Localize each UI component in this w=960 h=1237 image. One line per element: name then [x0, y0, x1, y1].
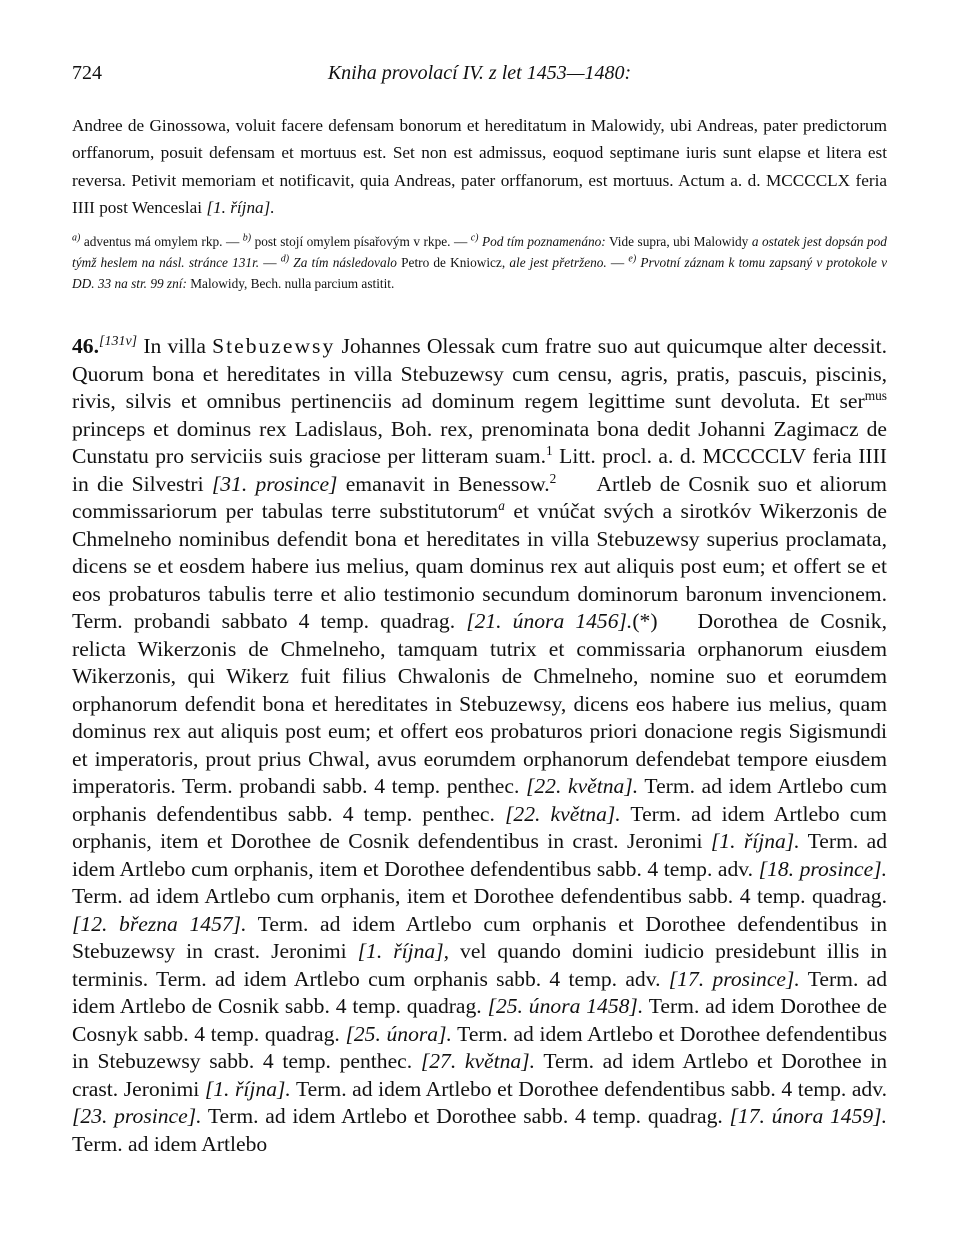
- entry-text: Litt. procl. a. d. MCCCCLV feria IIII in die Silvestri: [72, 444, 887, 496]
- date-note: [27. května].: [420, 1049, 536, 1073]
- entry-text: (*): [632, 609, 658, 633]
- footnote-ref: 1: [546, 442, 553, 458]
- note-b-mark: b): [242, 232, 252, 244]
- entry-text: Term. ad idem Artlebo et Dorothee defendentibus in Stebuzewsy sabb. 4 temp. penthec.: [72, 1021, 887, 1073]
- note-e-text: Prvotní záznam k tomu zapsaný v protokole v DD. 33 na str. 99 zní:: [72, 255, 888, 291]
- entry-text: Term. ad idem Artlebo et Dorothee sabb. 4 temp. quadrag.: [207, 1104, 723, 1128]
- footnotes: $^{a)}$ adventus má omylem rkp. — $^{b)}$ post stojí omylem písařovým v rkpe. — $^{c)}$ Pod tím poznamenáno: Vide supra, ubi Malowidy a ostatek jest dopsán pod týmž heslem na násl. stránce 131r. — $^{d)}$ Za tím následovalo Petro de Kniowicz, ale jest přetrženo. — $^{e)}$ Prvotní záznam k tomu zapsaný v protokole v DD. 33 na str. 99 zní: Malowidy, Bech. nulla parcium astitit.: [72, 232, 888, 291]
- entry-text: Dorothea de Cosnik, relicta Wikerzonis de Chmelneho, tamquam tutrix et commissaria orphanorum eiusdem Wikerzonis, qui Wikerz fuit filius Chwalonis de Chmelneho, nomine suo et eorumdem orphanorum defendit bona et hereditates in Stebuzewsy, dicens eos habere ius melius, quam dominus rex aut aliquis post eum; et offert eos probaturos priori donacione regis Sigismundi et imperatoris, prout prius Chwal, avus eorumdem orphanorum defendebat tempore eiusdem imperatoris. Term. probandi sabb. 4 temp. penthec.: [72, 609, 887, 798]
- entry-number: 46.: [72, 334, 99, 358]
- entry-46: [72, 333, 887, 1158]
- date-note: [17. prosince].: [668, 966, 800, 991]
- entry-text: Term. ad idem Artlebo et Dorothee in crast. Jeronimi: [72, 1049, 887, 1101]
- note-d-text: Za tím následovalo: [293, 255, 397, 270]
- footnote-ref: 2: [549, 470, 557, 486]
- entry-text: Term. ad idem Artlebo cum orphanis, item et Dorothee defendentibus sabb. 4 temp. adv.: [72, 829, 887, 881]
- entry-text: et vnúčat svých a sirotkóv Wikerzonis de Chmelneho nominibus defendit bona et hereditates in villa Stebuzewsy superius proclamata, dicens se et eosdem habere ius melius, quam dominus rex aut aliquis post eum; et offert se et eos probaturos tabulis terre et alio testimonio secundum dominorum baronum invencionem. Term. probandi sabbato 4 temp. quadrag.: [72, 499, 887, 633]
- entry-text: princeps et dominus rex Ladislaus, Boh. rex, prenominata bona dedit Johanni Zagimacz de Cunstatu pro serviciis suis graciose per litteram suam.: [72, 416, 887, 468]
- note-c-quote: Vide supra, ubi Malowidy: [608, 234, 749, 249]
- note-c-text2: a ostatek jest dopsán pod týmž heslem na násl. stránce 131r.: [72, 234, 887, 270]
- intro-paragraph: [72, 112, 887, 222]
- date-note: [1. října].: [710, 829, 800, 853]
- entry-text: Term. ad idem Dorothee de Cosnyk sabb. 4 temp. quadrag.: [72, 994, 887, 1046]
- note-e-quote: Malowidy, Bech. nulla parcium astitit.: [190, 276, 395, 291]
- entry-text: Term. ad idem Artlebo cum orphanis, item et Dorothee de Cosnik defendentibus in crast. Jeronimi: [72, 801, 887, 853]
- note-b-text: post stojí omylem písařovým v rkpe.: [254, 234, 451, 249]
- entry-text: Johannes Olessak cum fratre suo aut quicumque alter decessit. Quorum bona et hereditates in villa Stebuzewsy cum censu, agris, pratis, pascuis, piscinis, rivis, silvis et omnibus pertinenciis ad dominum regem legittime sunt devoluta. Et ser: [72, 334, 887, 413]
- entry-text: Term. ad idem Artlebo cum orphanis defendentibus sabb. 4 temp. penthec.: [72, 774, 888, 826]
- folio-ref: [131v]: [99, 333, 138, 349]
- entry-text: Term. ad idem Artlebo et Dorothee defendentibus sabb. 4 temp. adv.: [295, 1076, 888, 1101]
- date-note: [31. prosince]: [211, 471, 338, 496]
- entry-text: emanavit in Benessow.: [345, 471, 550, 496]
- footnote-ref: a: [498, 497, 505, 513]
- entry-text: Term. ad idem Artlebo de Cosnik sabb. 4 temp. quadrag.: [72, 966, 888, 1018]
- date-note: [1. října],: [357, 939, 450, 963]
- note-c-text: Pod tím poznamenáno:: [482, 234, 606, 249]
- date-note: [1. října].: [204, 1076, 291, 1101]
- date-note: [21. února 1456].: [466, 609, 633, 633]
- note-a-mark: a): [72, 232, 81, 244]
- note-d-mark: d): [280, 253, 290, 265]
- entry-text: Term. ad idem Artlebo: [72, 1131, 268, 1156]
- intro-text: Andree de Ginossowa, voluit facere defensam bonorum et hereditatum in Malowidy, ubi Andreas, pater predictorum orffanorum, posuit defensam et mortuus est. Set non est admissus, eoquod septimane iuris sunt elapse et litera est reversa. Petivit memoriam et notificavit, quia Andreas, pater orffanorum, est mortuus. Actum a. d. MCCCCLX feria IIII post Wenceslai: [72, 116, 887, 218]
- date-note: [23. prosince].: [72, 1104, 202, 1128]
- page-number: 724: [72, 62, 102, 84]
- note-c-mark: c): [470, 232, 479, 244]
- entry-text: Term. ad idem Artlebo cum orphanis et Dorothee defendentibus in Stebuzewsy in crast. Jeronimi: [72, 911, 887, 963]
- intro-date-note: [1. října].: [206, 198, 275, 218]
- entry-text: In villa: [143, 334, 206, 358]
- running-title: Kniha provolací IV. z let 1453—1480:: [327, 62, 632, 84]
- superscript: mus: [864, 387, 887, 403]
- page-header: [72, 62, 887, 92]
- note-a-text: adventus má omylem rkp.: [83, 234, 223, 249]
- note-d-text2: ale jest přetrženo.: [509, 255, 607, 270]
- date-note: [18. prosince].: [758, 856, 888, 881]
- date-note: [12. března 1457].: [72, 911, 247, 936]
- entry-text: Term. ad idem Artlebo cum orphanis, item et Dorothee defendentibus sabb. 4 temp. quadrag.: [72, 884, 887, 908]
- date-note: [25. února 1458].: [487, 994, 644, 1018]
- date-note: [17. února 1459].: [729, 1104, 887, 1128]
- date-note: [25. února].: [345, 1021, 452, 1046]
- date-note: [22. května].: [525, 774, 639, 798]
- note-d-quote: Petro de Kniowicz,: [401, 255, 506, 270]
- date-note: [22. května].: [505, 801, 621, 826]
- note-e-mark: e): [628, 253, 637, 265]
- entry-text: vel quando domini iudicio presidebunt illis in terminis. Term. ad idem Artlebo cum orphanis sabb. 4 temp. adv.: [72, 939, 888, 991]
- place-name: Stebuzewsy: [212, 334, 336, 358]
- entry-text: Artleb de Cosnik suo et aliorum commissariorum per tabulas terre substitutorum: [72, 471, 887, 523]
